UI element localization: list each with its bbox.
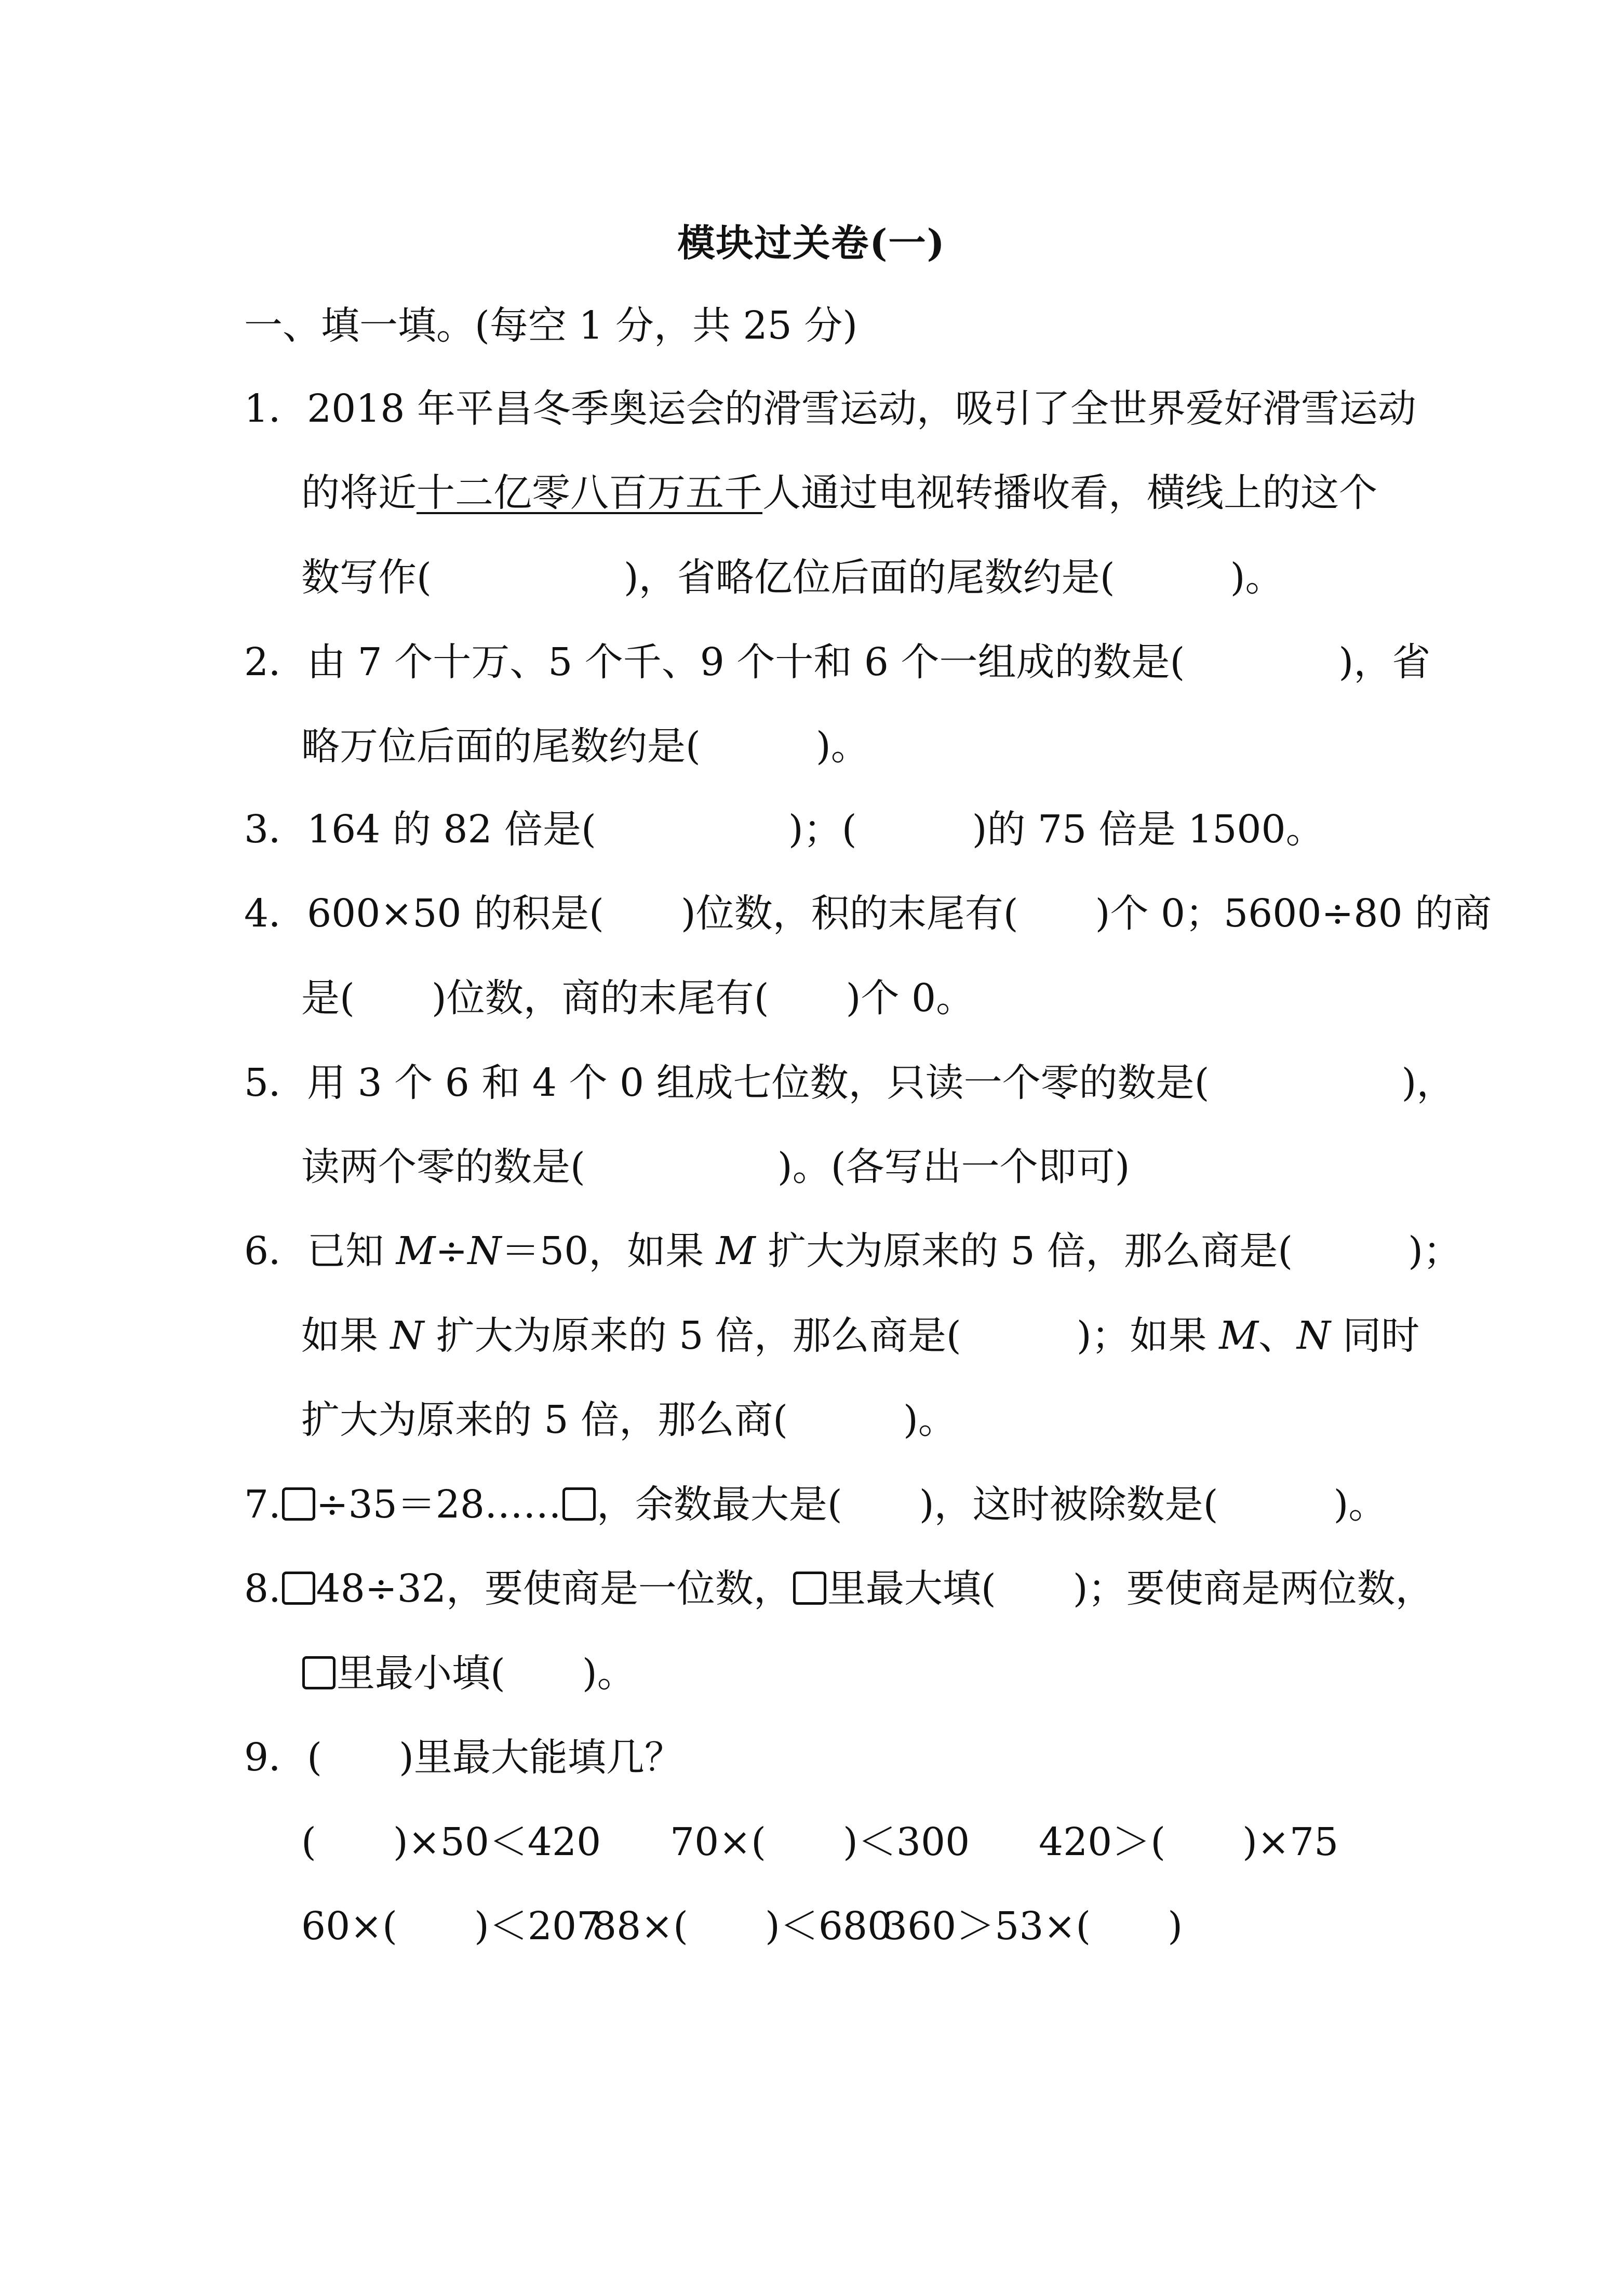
q1-line3: 数写作( )，省略亿位后面的尾数约是( )。 [301,555,1284,600]
answer-box-icon [302,1656,336,1689]
q1-line2 [301,471,1377,515]
q6-line1 [244,1229,1462,1273]
q6-text: 如果 [301,1313,391,1358]
q6-line2 [301,1313,1420,1358]
section-heading: 一、填一填。(每空 1 分，共 25 分) [244,303,858,348]
q9-expr: ( )×50＜420 [301,1820,601,1864]
q8-text: 里最小填( )。 [337,1651,636,1696]
q7-text: ÷35＝28…… [316,1482,561,1527]
q8-text: 里最大填( )；要使商是两位数， [827,1566,1434,1611]
q8-number: 8. [244,1566,281,1611]
q6-text: 同时 [1330,1313,1420,1358]
q6-var-n: N [390,1313,424,1358]
q1-line1: 1．2018 年平昌冬季奥运会的滑雪运动，吸引了全世界爱好滑雪运动 [244,386,1416,431]
q7-line1 [244,1482,1387,1527]
q6-text: 扩大为原来的 5 倍，那么商是( )；如果 [424,1313,1219,1358]
q4-line2: 是( )位数，商的末尾有( )个 0。 [301,976,975,1021]
q6-text: 、 [1258,1313,1297,1358]
q6-var-n: N [1296,1313,1331,1358]
q9-line1: 9．( )里最大能填几？ [244,1735,683,1780]
q2-line2: 略万位后面的尾数约是( )。 [301,724,869,769]
q8-text: 48÷32，要使商是一位数， [316,1566,792,1611]
q6-var-m: M [1219,1313,1258,1358]
q2-line1: 2．由 7 个十万、5 个千、9 个十和 6 个一组成的数是( )，省 [244,640,1431,684]
q6-text: 6．已知 [244,1229,396,1273]
q9-expr: 60×( )＜207 [301,1904,601,1949]
q8-line1 [244,1566,1434,1611]
q5-line2: 读两个零的数是( )。(各写出一个即可) [301,1145,1130,1189]
q6-text: ÷ [435,1229,468,1273]
q6-text: ＝50，如果 [501,1229,716,1273]
q1-underlined-number: 十二亿零八百万五千 [417,471,762,515]
q6-text: 扩大为原来的 5 倍，那么商是( )； [755,1229,1462,1273]
q6-var-m: M [396,1229,436,1273]
q9-expr: 88×( )＜680 [592,1904,892,1949]
q5-line1: 5．用 3 个 6 和 4 个 0 组成七位数，只读一个零的数是( )， [244,1060,1455,1105]
q6-var-n: N [467,1229,502,1273]
q6-var-m: M [716,1229,756,1273]
answer-box-icon [282,1572,315,1605]
q9-expr: 360＞53×( ) [883,1904,1183,1949]
q1-line2-start: 的将近 [301,471,417,515]
q6-line3: 扩大为原来的 5 倍，那么商( )。 [301,1398,957,1442]
q8-line2 [301,1651,636,1696]
q4-line1: 4．600×50 的积是( )位数，积的末尾有( )个 0；5600÷80 的商 [244,891,1492,936]
q3-line1: 3．164 的 82 倍是( )；( )的 75 倍是 1500。 [244,807,1324,852]
q7-number: 7. [244,1482,281,1527]
q9-expr: 70×( )＜300 [670,1820,970,1864]
answer-box-icon [562,1487,596,1521]
q9-expr: 420＞( )×75 [1039,1820,1339,1864]
answer-box-icon [793,1572,826,1605]
q1-line2-end: 人通过电视转播收看，横线上的这个 [762,471,1377,515]
q7-text: ，余数最大是( )，这时被除数是( )。 [596,1482,1387,1527]
page-title: 模块过关卷(一) [677,221,946,265]
answer-box-icon [282,1487,315,1521]
